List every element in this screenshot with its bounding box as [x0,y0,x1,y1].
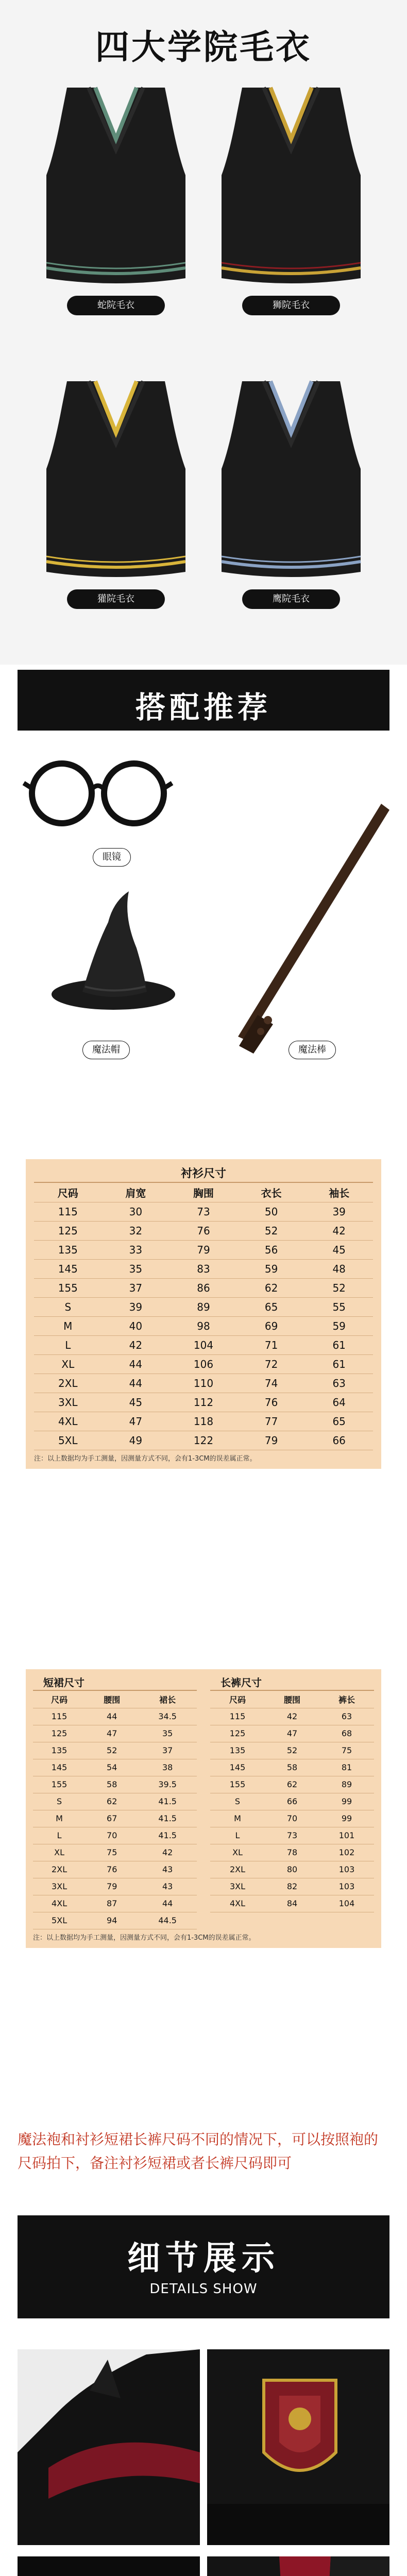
table-cell: 155 [210,1776,265,1793]
table-cell: 62 [238,1278,306,1297]
table-cell: 68 [319,1725,374,1742]
glasses-icon [21,752,175,829]
table-cell: 42 [102,1335,170,1354]
table-cell: 86 [169,1278,238,1297]
table-cell: 54 [86,1759,138,1776]
table-cell: 41.5 [138,1827,197,1844]
table-cell: 94 [86,1912,138,1929]
table-cell: 63 [319,1708,374,1725]
table-cell: 65 [305,1412,373,1431]
table-cell: 99 [319,1810,374,1827]
table-cell: 39 [305,1202,373,1221]
table-cell: 102 [319,1844,374,1861]
col-header: 裙长 [138,1691,197,1708]
table-cell: 48 [305,1259,373,1278]
table-cell: 125 [33,1725,86,1742]
details-title: 细节展示 [127,2240,280,2278]
table-cell: 47 [86,1725,138,1742]
table-cell: 74 [238,1374,306,1393]
shirt-table-title: 衬衫尺寸 [34,1165,373,1183]
table-cell: 135 [34,1240,102,1259]
table-cell: 67 [86,1810,138,1827]
vest-image [206,77,376,294]
crest-photo [207,2349,389,2545]
vest-image [31,371,201,587]
shirt-table [34,1183,373,1450]
col-header: 尺码 [33,1691,86,1708]
table-row [34,1335,373,1354]
skirt-column [33,1674,197,1929]
table-cell: 37 [102,1278,170,1297]
pants-table-title: 长裤尺寸 [210,1674,374,1691]
table-cell: 89 [319,1776,374,1793]
houses-section [0,0,407,665]
table-cell: 70 [86,1827,138,1844]
table-cell: 115 [33,1708,86,1725]
hood-photo [18,2349,200,2545]
table-cell: 104 [319,1895,374,1912]
table-row [33,1895,197,1912]
table-row [33,1776,197,1793]
table-cell: 73 [169,1202,238,1221]
table-cell: 4XL [210,1895,265,1912]
table-cell: 78 [265,1844,319,1861]
table-cell: 135 [33,1742,86,1759]
col-header: 裤长 [319,1691,374,1708]
table-cell: 43 [138,1878,197,1895]
witch-hat-icon [46,886,180,1015]
table-cell: 76 [169,1221,238,1240]
col-header: 肩宽 [102,1183,170,1202]
table-row [34,1278,373,1297]
skirt-table-title: 短裙尺寸 [33,1674,197,1691]
table-row [33,1912,197,1929]
table-cell: 44 [138,1895,197,1912]
table-cell: 71 [238,1335,306,1354]
table-cell: 52 [86,1742,138,1759]
table-row [210,1776,374,1793]
table-cell: 155 [33,1776,86,1793]
table-row [34,1412,373,1431]
table-cell: 35 [102,1259,170,1278]
skirt-table [33,1691,197,1929]
details-banner [18,2215,389,2318]
table-cell: 42 [305,1221,373,1240]
vest-gryffindor[interactable] [206,77,376,335]
table-cell: 66 [305,1431,373,1450]
table-row [34,1393,373,1412]
table-cell: 50 [238,1202,306,1221]
shirt-table-note: 注：以上数据均为手工测量，因测量方式不同，会有1-3CM的误差属正常。 [34,1454,257,1463]
table-cell: 98 [169,1316,238,1335]
table-cell: L [33,1827,86,1844]
table-cell: 32 [102,1221,170,1240]
table-cell: XL [33,1844,86,1861]
table-cell: 79 [86,1878,138,1895]
table-cell: 118 [169,1412,238,1431]
table-cell: 61 [305,1335,373,1354]
vest-slytherin[interactable] [31,77,201,335]
table-row [210,1759,374,1776]
vest-ravenclaw[interactable] [206,371,376,629]
size-notice: 魔法袍和衬衫短裙长裤尺码不同的情况下，可以按照袍的尺码拍下，备注衬衫短裙或者长裤尺码即可 [18,2131,379,2172]
table-row [210,1861,374,1878]
table-row [33,1725,197,1742]
table-cell: 55 [305,1297,373,1316]
table-row [33,1827,197,1844]
table-row [33,1759,197,1776]
col-header: 尺码 [210,1691,265,1708]
table-cell: 145 [34,1259,102,1278]
table-row [210,1895,374,1912]
table-row [210,1742,374,1759]
table-cell: 135 [210,1742,265,1759]
table-row [33,1708,197,1725]
table-cell: 39.5 [138,1776,197,1793]
table-cell: 2XL [33,1861,86,1878]
table-cell: 69 [238,1316,306,1335]
table-row [34,1316,373,1335]
table-cell: 112 [169,1393,238,1412]
table-cell: 34.5 [138,1708,197,1725]
col-header: 尺码 [34,1183,102,1202]
table-cell: 3XL [210,1878,265,1895]
col-header: 腰围 [86,1691,138,1708]
table-cell: 62 [265,1776,319,1793]
table-row [34,1240,373,1259]
table-cell: 70 [265,1810,319,1827]
table-row [210,1708,374,1725]
col-header: 胸围 [169,1183,238,1202]
vest-image [31,77,201,294]
table-row [34,1354,373,1374]
table-cell: 58 [86,1776,138,1793]
table-cell: 115 [210,1708,265,1725]
table-cell: 61 [305,1354,373,1374]
table-row [34,1431,373,1450]
table-cell: 79 [238,1431,306,1450]
table-cell: 79 [169,1240,238,1259]
table-cell: 155 [34,1278,102,1297]
table-cell: 104 [169,1335,238,1354]
table-cell: 47 [265,1725,319,1742]
table-row [34,1202,373,1221]
table-cell: 4XL [34,1412,102,1431]
table-cell: 103 [319,1878,374,1895]
duo-table-note: 注：以上数据均为手工测量，因测量方式不同，会有1-3CM的误差属正常。 [33,1934,256,1942]
table-cell: 4XL [33,1895,86,1912]
table-row [33,1810,197,1827]
table-cell: 73 [265,1827,319,1844]
table-cell: 45 [305,1240,373,1259]
table-cell: 122 [169,1431,238,1450]
table-cell: 56 [238,1240,306,1259]
vest-label: 蛇院毛衣 [67,296,165,315]
hat-label: 魔法帽 [82,1041,130,1059]
table-cell: 49 [102,1431,170,1450]
table-cell: 64 [305,1393,373,1412]
wand-icon [227,799,397,1056]
table-cell: 77 [238,1412,306,1431]
table-cell: S [210,1793,265,1810]
table-cell: 81 [319,1759,374,1776]
table-row [210,1725,374,1742]
table-cell: S [34,1297,102,1316]
skirt-pants-size-table [26,1669,381,1948]
table-cell: 30 [102,1202,170,1221]
shirt-size-table [26,1159,381,1469]
table-cell: 103 [319,1861,374,1878]
table-cell: 33 [102,1240,170,1259]
table-cell: 44.5 [138,1912,197,1929]
table-cell: 40 [102,1316,170,1335]
table-cell: 3XL [34,1393,102,1412]
table-cell: 39 [102,1297,170,1316]
table-cell: M [210,1810,265,1827]
table-cell: 44 [86,1708,138,1725]
table-cell: 38 [138,1759,197,1776]
table-cell: L [210,1827,265,1844]
table-row [33,1878,197,1895]
pants-table [210,1691,374,1912]
pants-column [210,1674,374,1929]
table-row [210,1844,374,1861]
table-row [34,1259,373,1278]
table-cell: 80 [265,1861,319,1878]
table-cell: 42 [265,1708,319,1725]
table-row [210,1810,374,1827]
table-cell: 3XL [33,1878,86,1895]
table-cell: 59 [238,1259,306,1278]
table-row [33,1742,197,1759]
table-cell: 52 [305,1278,373,1297]
table-cell: 76 [86,1861,138,1878]
table-row [33,1861,197,1878]
table-cell: 82 [265,1878,319,1895]
table-cell: 2XL [210,1861,265,1878]
table-cell: 101 [319,1827,374,1844]
table-row [210,1793,374,1810]
table-cell: 41.5 [138,1810,197,1827]
table-cell: 5XL [34,1431,102,1450]
table-cell: 45 [102,1393,170,1412]
table-cell: 87 [86,1895,138,1912]
table-cell: 65 [238,1297,306,1316]
table-cell: 66 [265,1793,319,1810]
table-row [34,1221,373,1240]
table-cell: 115 [34,1202,102,1221]
table-row [210,1827,374,1844]
recommend-title: 搭配推荐 [135,690,272,725]
table-cell: 44 [102,1374,170,1393]
table-cell: 59 [305,1316,373,1335]
vest-label: 獾院毛衣 [67,589,165,609]
table-cell: 84 [265,1895,319,1912]
details-subtitle: DETAILS SHOW [149,2281,258,2297]
table-cell: 52 [265,1742,319,1759]
table-cell: 42 [138,1844,197,1861]
table-cell: 43 [138,1861,197,1878]
houses-title: 四大学院毛衣 [95,27,312,67]
table-row [34,1297,373,1316]
vest-hufflepuff[interactable] [31,371,201,629]
table-cell: 89 [169,1297,238,1316]
table-cell: 47 [102,1412,170,1431]
table-cell: 58 [265,1759,319,1776]
table-cell: L [34,1335,102,1354]
table-cell: 52 [238,1221,306,1240]
vest-label: 狮院毛衣 [242,296,340,315]
table-row [210,1878,374,1895]
lining-photo [207,2556,389,2576]
table-cell: 75 [319,1742,374,1759]
col-header: 袖长 [305,1183,373,1202]
table-cell: 125 [210,1725,265,1742]
vest-label: 鹰院毛衣 [242,589,340,609]
table-row [34,1374,373,1393]
table-cell: XL [210,1844,265,1861]
table-cell: 41.5 [138,1793,197,1810]
table-cell: 44 [102,1354,170,1374]
vest-image [206,371,376,587]
col-header: 衣长 [238,1183,306,1202]
table-row [33,1844,197,1861]
table-cell: 72 [238,1354,306,1374]
table-cell: M [33,1810,86,1827]
button-photo [18,2556,200,2576]
table-cell: XL [34,1354,102,1374]
table-cell: 37 [138,1742,197,1759]
recommend-area [0,732,407,1144]
col-header: 腰围 [265,1691,319,1708]
table-cell: 35 [138,1725,197,1742]
recommend-banner [18,670,389,731]
table-cell: 2XL [34,1374,102,1393]
table-cell: 83 [169,1259,238,1278]
table-cell: M [34,1316,102,1335]
table-cell: 106 [169,1354,238,1374]
wand-label: 魔法棒 [289,1041,336,1059]
table-cell: 110 [169,1374,238,1393]
table-cell: 5XL [33,1912,86,1929]
table-cell: 75 [86,1844,138,1861]
table-cell: 145 [33,1759,86,1776]
glasses-label: 眼镜 [93,848,131,867]
table-row [33,1793,197,1810]
table-cell: 62 [86,1793,138,1810]
table-cell: 63 [305,1374,373,1393]
table-cell: 76 [238,1393,306,1412]
table-cell: S [33,1793,86,1810]
table-cell: 125 [34,1221,102,1240]
table-cell: 145 [210,1759,265,1776]
table-cell: 99 [319,1793,374,1810]
